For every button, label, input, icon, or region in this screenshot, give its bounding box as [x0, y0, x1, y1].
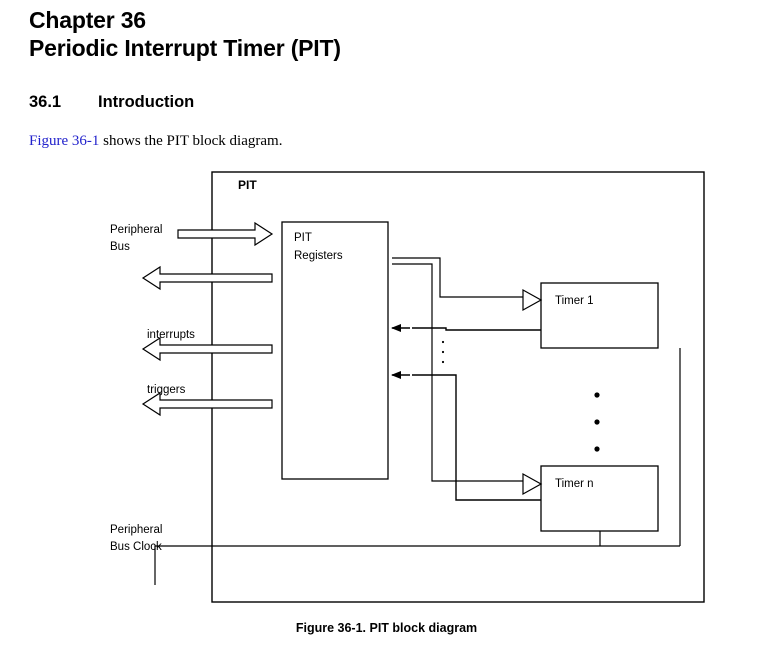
- figure-caption: Figure 36-1. PIT block diagram: [295, 621, 478, 635]
- intro-paragraph-text: shows the PIT block diagram.: [99, 133, 283, 149]
- timer-1-label: Timer 1: [555, 295, 594, 307]
- pit-block-diagram: [0, 160, 773, 610]
- section-number: 36.1: [29, 93, 62, 111]
- pit-boundary-box: [212, 172, 704, 602]
- intro-paragraph: [29, 133, 282, 150]
- timer-ellipsis-dot-2: [594, 419, 599, 424]
- registers-to-timern-arrowhead: [523, 474, 541, 494]
- peripheral-bus-clock-label-line2: Bus Clock: [110, 541, 162, 553]
- timer1-to-registers-line: [412, 328, 541, 330]
- pit-registers-label-line1: PIT: [294, 232, 312, 244]
- chapter-title: Periodic Interrupt Timer (PIT): [29, 35, 341, 61]
- figure-cross-reference-link[interactable]: Figure 36-1: [29, 133, 100, 149]
- registers-to-timer1-arrowhead: [523, 290, 541, 310]
- timer-1-block: [541, 283, 658, 348]
- peripheral-bus-out-arrow: [143, 267, 272, 289]
- interrupts-label: interrupts: [147, 329, 195, 341]
- interrupts-arrow: [143, 338, 272, 360]
- feedback-dot-2: [442, 351, 444, 353]
- chapter-label: Chapter 36: [29, 7, 146, 33]
- peripheral-bus-label-line2: Bus: [110, 241, 130, 253]
- peripheral-bus-in-arrow: [178, 223, 272, 245]
- feedback-dot-1: [442, 341, 444, 343]
- triggers-arrow: [143, 393, 272, 415]
- pit-boundary-label: PIT: [238, 178, 257, 192]
- peripheral-bus-clock-label-line1: Peripheral: [110, 524, 163, 536]
- triggers-label: triggers: [147, 384, 186, 396]
- timer-ellipsis-dot-1: [594, 392, 599, 397]
- timer-ellipsis-dot-3: [594, 446, 599, 451]
- timer-n-label: Timer n: [555, 478, 594, 490]
- timer-n-block: [541, 466, 658, 531]
- peripheral-bus-clock-line: [155, 546, 600, 585]
- feedback-dot-3: [442, 361, 444, 363]
- section-title: Introduction: [98, 93, 195, 111]
- pit-registers-label-line2: Registers: [294, 250, 343, 262]
- peripheral-bus-label-line1: Peripheral: [110, 224, 163, 236]
